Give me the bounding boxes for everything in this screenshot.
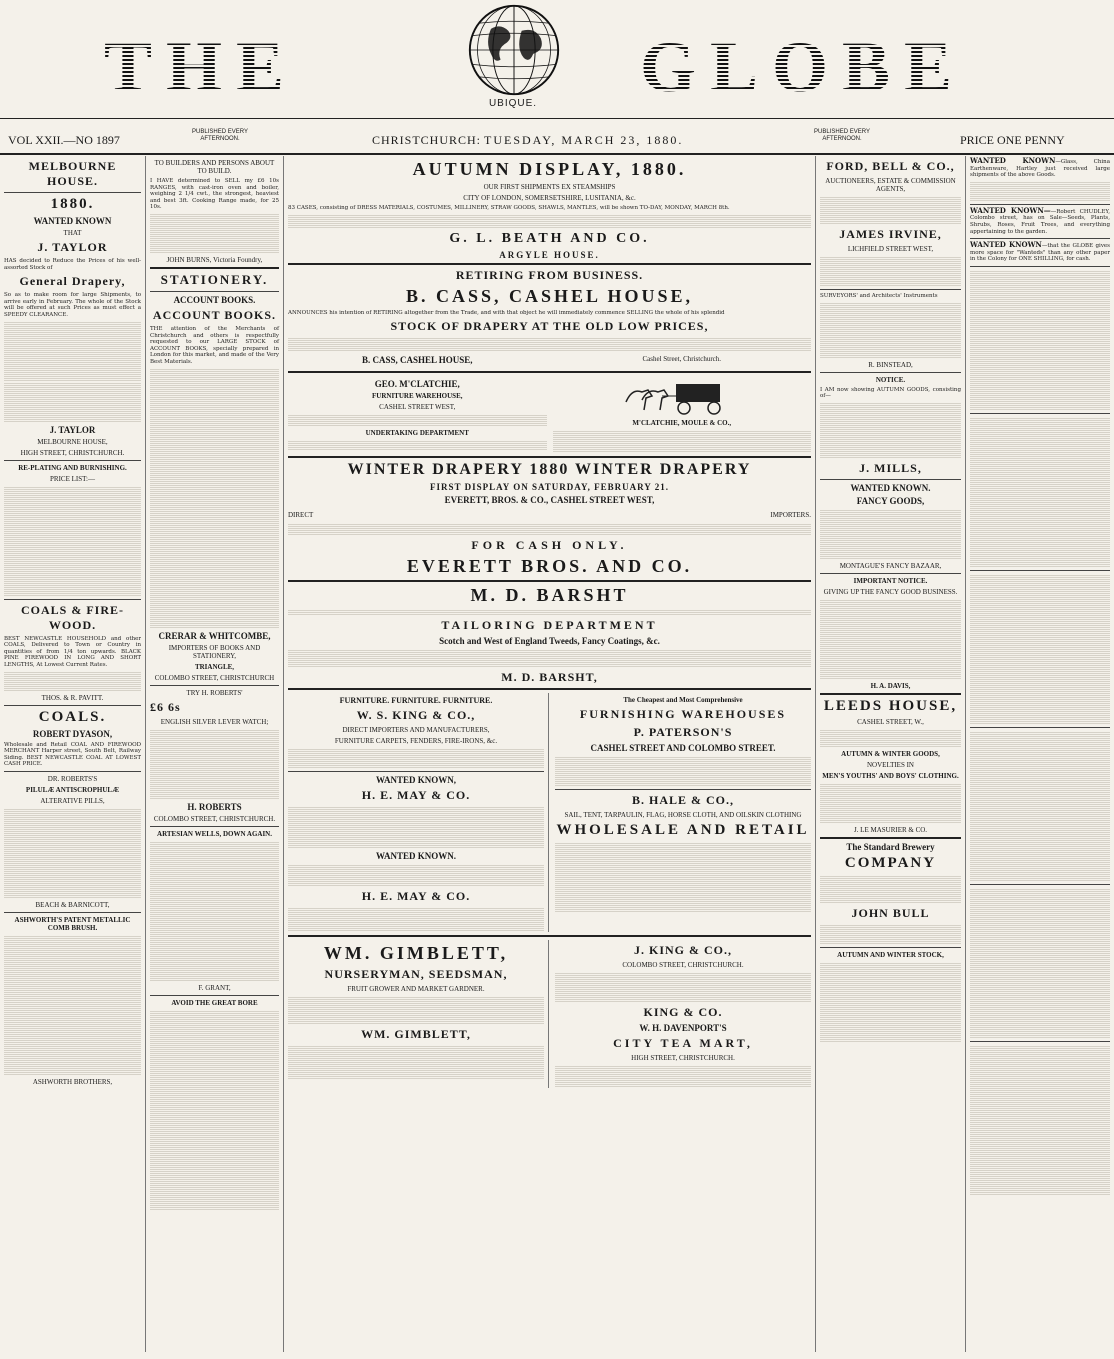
dateline-date: TUESDAY, MARCH 23, 1880. bbox=[484, 133, 684, 147]
binstead-signature: R. BINSTEAD, bbox=[868, 360, 913, 369]
body-text-block bbox=[150, 1010, 279, 1210]
wanted-known-heading: WANTED KNOWN bbox=[33, 216, 112, 226]
cass-heading: B. CASS, CASHEL HOUSE, bbox=[405, 285, 694, 306]
cass-text: ANNOUNCES his intention of RETIRING altogether from the Trade, and with that object he will immediately commence SELLING the whole of his splendid bbox=[288, 309, 725, 316]
column-5 bbox=[966, 156, 1114, 1352]
body-text-block bbox=[4, 321, 141, 381]
masthead bbox=[0, 0, 1114, 118]
rule bbox=[970, 1041, 1110, 1042]
body-text-block bbox=[820, 402, 961, 458]
taylor-text-1: HAS decided to Reduce the Prices of his well-assorted Stock of bbox=[4, 258, 141, 271]
body-text-block bbox=[555, 972, 811, 1002]
ws-king-importers: DIRECT IMPORTERS AND MANUFACTURERS, bbox=[342, 726, 490, 735]
body-text-block bbox=[820, 196, 961, 224]
irvine-address: LICHFIELD STREET WEST, bbox=[847, 245, 934, 253]
davenport-address: HIGH STREET, CHRISTCHURCH. bbox=[631, 1054, 735, 1063]
body-text-block bbox=[150, 841, 279, 981]
wanted-known-label: WANTED KNOWN bbox=[970, 156, 1056, 165]
body-text-block bbox=[555, 756, 811, 786]
gimblett-signature: WM. GIMBLETT, bbox=[361, 1027, 471, 1042]
city-tea-mart: CITY TEA MART, bbox=[613, 1036, 753, 1051]
body-text-block bbox=[820, 783, 961, 823]
builders-heading: TO BUILDERS AND PERSONS ABOUT TO BUILD. bbox=[154, 159, 275, 175]
rule bbox=[288, 688, 811, 690]
melbourne-house-heading: MELBOURNE HOUSE. bbox=[28, 159, 117, 188]
account-books-text: THE attention of the Merchants of Christchurch and others is respectfully requested to our LARGE STOCK of ACCOUNT BOOKS, specially prepared in London for this market, and made of the Very Best Materials. bbox=[150, 325, 279, 365]
publication-note-left: PUBLISHED EVERY AFTERNOON. bbox=[192, 129, 248, 142]
column-2 bbox=[146, 156, 284, 1352]
mens-clothing: MEN'S YOUTHS' AND BOYS' CLOTHING. bbox=[822, 771, 959, 780]
body-text-block bbox=[970, 731, 1110, 881]
direct-label: DIRECT bbox=[288, 511, 314, 520]
body-text-block bbox=[288, 864, 544, 886]
body-text-block bbox=[555, 1065, 811, 1087]
pilulae-heading: PILULÆ ANTISCROPHULÆ bbox=[25, 785, 120, 794]
wanted-known-fancy: WANTED KNOWN. bbox=[850, 482, 931, 493]
wanted-known-2: WANTED KNOWN. bbox=[375, 851, 456, 862]
davenport-heading: W. H. DAVENPORT'S bbox=[639, 1023, 727, 1034]
body-text-block bbox=[970, 270, 1110, 410]
retiring-heading: RETIRING FROM BUSINESS. bbox=[455, 267, 644, 282]
rule bbox=[288, 935, 811, 937]
body-text-block bbox=[820, 924, 961, 944]
body-text-block bbox=[4, 671, 141, 691]
cass-address: Cashel Street, Christchurch. bbox=[642, 355, 722, 364]
importers-label: IMPORTERS. bbox=[770, 511, 811, 520]
body-text-block bbox=[820, 729, 961, 747]
barsht-heading: M. D. BARSHT bbox=[470, 585, 629, 606]
body-text-block bbox=[150, 368, 279, 628]
mills-signature: J. MILLS, bbox=[859, 460, 922, 475]
ashworth-heading: ASHWORTH'S PATENT METALLIC COMB BRUSH. bbox=[14, 915, 131, 932]
ford-bell-heading: FORD, BELL & CO., bbox=[826, 159, 955, 173]
column-1 bbox=[0, 156, 146, 1352]
body-text-block bbox=[150, 213, 279, 253]
mcclatchie-street: CASHEL STREET WEST, bbox=[379, 403, 456, 412]
beath-heading: G. L. BEATH AND CO. bbox=[449, 230, 650, 246]
mcclatchie-heading: GEO. M'CLATCHIE, bbox=[374, 379, 460, 390]
grant-signature: F. GRANT, bbox=[198, 983, 231, 992]
j-king-address: COLOMBO STREET, CHRISTCHURCH. bbox=[622, 961, 744, 970]
tailoring-dept: TAILORING DEPARTMENT bbox=[441, 618, 658, 633]
ford-bell-desc: AUCTIONEERS, ESTATE & COMMISSION AGENTS, bbox=[825, 177, 956, 193]
winter-drapery-heading: WINTER DRAPERY 1880 WINTER DRAPERY bbox=[347, 461, 752, 479]
rule bbox=[4, 460, 141, 461]
body-text-block bbox=[288, 440, 547, 450]
rule bbox=[970, 727, 1110, 728]
rule bbox=[150, 826, 279, 827]
column-3 bbox=[284, 156, 816, 1352]
coals-heading: COALS. bbox=[38, 708, 107, 725]
body-text-block bbox=[288, 414, 547, 426]
crerar-importers: IMPORTERS OF BOOKS AND STATIONERY, bbox=[168, 643, 261, 660]
for-cash-only: FOR CASH ONLY. bbox=[471, 538, 628, 553]
argyle-house: ARGYLE HOUSE. bbox=[499, 249, 600, 260]
gimblett-heading: WM. GIMBLETT, bbox=[323, 943, 509, 964]
wanted-ad-2-text: —Robert CHUDLEY, Colombo street, has on Sale—Seeds, Plants, Shrubs, Roses, Fruit Trees, and everything appertaining to the garden. bbox=[970, 208, 1110, 235]
price-list-label: PRICE LIST:— bbox=[50, 474, 95, 483]
body-text-block bbox=[288, 1045, 544, 1079]
body-text-block bbox=[288, 748, 544, 768]
taylor-signature-2: MELBOURNE HOUSE, bbox=[37, 437, 108, 446]
furnishing-warehouses: FURNISHING WAREHOUSES bbox=[579, 707, 787, 722]
body-text-block bbox=[820, 599, 961, 679]
body-text-block bbox=[970, 181, 1110, 201]
watch-price: £6 6s bbox=[150, 699, 181, 714]
coals-text: BEST NEWCASTLE HOUSEHOLD and other COALS, Delivered to Town or Country in quantities of from 1/4 ton upwards. BLACK PINE FIREWOOD IN LONG AND SHORT LENGTHS, At Lowest Current Rates. bbox=[4, 635, 141, 668]
body-text-block bbox=[4, 935, 141, 1075]
account-books-heading-2: ACCOUNT BOOKS. bbox=[152, 307, 277, 322]
hale-sail: SAIL, TENT, TARPAULIN, FLAG, HORSE CLOTH, AND OILSKIN CLOTHING bbox=[564, 811, 802, 820]
that-label: THAT bbox=[63, 229, 82, 237]
company-heading: COMPANY bbox=[844, 854, 937, 871]
coals-firewood-heading: COALS & FIRE-WOOD. bbox=[20, 602, 124, 632]
rule bbox=[820, 837, 961, 839]
montague-signature: MONTAGUE'S FANCY BAZAAR, bbox=[839, 561, 942, 570]
cass-stock: STOCK OF DRAPERY AT THE OLD LOW PRICES, bbox=[390, 319, 709, 334]
fancy-goods: FANCY GOODS, bbox=[856, 495, 925, 506]
undertaking-dept: UNDERTAKING DEPARTMENT bbox=[365, 429, 469, 438]
body-text-block bbox=[820, 256, 961, 286]
rule bbox=[150, 267, 279, 269]
first-display: FIRST DISPLAY ON SATURDAY, FEBRUARY 21. bbox=[430, 482, 669, 493]
autumn-goods-text: I AM now showing AUTUMN GOODS, consisting of— bbox=[820, 386, 961, 400]
j-king-heading: J. KING & CO., bbox=[634, 943, 732, 958]
furniture-heading: FURNITURE. FURNITURE. FURNITURE. bbox=[339, 696, 493, 706]
bottom-section bbox=[288, 940, 811, 1088]
notice-heading: NOTICE. bbox=[875, 375, 906, 384]
rule bbox=[820, 693, 961, 695]
beach-barnicott: BEACH & BARNICOTT, bbox=[35, 900, 110, 909]
paterson-heading: P. PATERSON'S bbox=[633, 725, 733, 740]
autumn-winter-stock: AUTUMN AND WINTER STOCK, bbox=[837, 950, 944, 959]
rule bbox=[970, 413, 1110, 414]
price: PRICE ONE PENNY bbox=[960, 133, 1065, 147]
pavitt-signature: THOS. & R. PAVITT. bbox=[41, 693, 104, 702]
rule bbox=[970, 884, 1110, 885]
publication-note-right: PUBLISHED EVERY AFTERNOON. bbox=[814, 129, 870, 142]
rule bbox=[820, 479, 961, 480]
john-bull: JOHN BULL bbox=[851, 905, 930, 920]
body-text-block bbox=[150, 729, 279, 799]
taylor-signature: J. TAYLOR bbox=[49, 424, 96, 435]
wanted-ad-1 bbox=[970, 158, 1110, 179]
masthead-title-left: THE bbox=[104, 27, 299, 107]
volume-number: VOL XXII.—NO 1897 bbox=[8, 133, 120, 147]
autumn-display-heading: AUTUMN DISPLAY, 1880. bbox=[412, 159, 687, 179]
body-text-block bbox=[553, 430, 812, 452]
rule bbox=[820, 289, 961, 290]
body-text-block bbox=[820, 962, 961, 1042]
rule bbox=[150, 995, 279, 996]
rule bbox=[4, 599, 141, 600]
le-masurier-signature: J. LE MASURIER & CO. bbox=[853, 825, 928, 834]
rule bbox=[150, 291, 279, 292]
hearse-carriage-icon bbox=[622, 378, 742, 416]
novelties-in: NOVELTIES IN bbox=[867, 760, 914, 769]
body-text-block bbox=[4, 486, 141, 596]
important-notice: IMPORTANT NOTICE. bbox=[853, 576, 928, 585]
rule bbox=[288, 263, 811, 265]
davis-signature: H. A. DAVIS, bbox=[870, 681, 911, 690]
body-text-block bbox=[970, 574, 1110, 724]
account-books-heading: ACCOUNT BOOKS. bbox=[173, 294, 256, 305]
wanted-ad-3-text: —that the GLOBE gives more space for "Wanteds" than any other paper in the Colony for ONE SHILLING, for cash. bbox=[970, 243, 1110, 263]
stationery-heading: STATIONERY. bbox=[160, 271, 269, 287]
direct-importers bbox=[288, 508, 811, 522]
h-roberts-address: COLOMBO STREET, CHRISTCHURCH. bbox=[153, 814, 276, 823]
cheapest-heading: The Cheapest and Most Comprehensive bbox=[623, 696, 743, 705]
body-text-block bbox=[970, 1045, 1110, 1195]
rule bbox=[288, 771, 544, 772]
body-text-block bbox=[970, 888, 1110, 1038]
body-text-block bbox=[820, 509, 961, 559]
rule bbox=[970, 238, 1110, 239]
burns-signature: JOHN BURNS, Victoria Foundry, bbox=[166, 255, 263, 264]
rule bbox=[4, 705, 141, 706]
lower-section bbox=[288, 693, 811, 932]
may-heading: H. E. MAY & CO. bbox=[361, 788, 471, 803]
wanted-ad-3 bbox=[970, 242, 1110, 263]
mcclatchie-moule: M'CLATCHIE, MOULE & CO., bbox=[632, 419, 732, 428]
body-text-block bbox=[555, 842, 811, 912]
rule bbox=[820, 573, 961, 574]
body-text-block bbox=[970, 417, 1110, 567]
rule bbox=[288, 371, 811, 373]
furniture-warehouse: FURNITURE WAREHOUSE, bbox=[372, 392, 463, 401]
fruit-grower: FRUIT GROWER AND MARKET GARDNER. bbox=[347, 985, 485, 994]
artesian-wells-heading: ARTESIAN WELLS, DOWN AGAIN. bbox=[157, 829, 272, 838]
masthead-title-right: GLOBE bbox=[640, 27, 967, 107]
ws-king-goods: FURNITURE CARPETS, FENDERS, FIRE-IRONS, &c. bbox=[334, 737, 498, 746]
giving-up: GIVING UP THE FANCY GOOD BUSINESS. bbox=[823, 587, 958, 596]
body-text-block bbox=[288, 337, 811, 351]
roberts-try: TRY H. ROBERTS' bbox=[186, 688, 243, 697]
rule bbox=[150, 685, 279, 686]
irvine-heading: JAMES IRVINE, bbox=[839, 227, 942, 241]
rule bbox=[4, 771, 141, 772]
wanted-known-label: WANTED KNOWN bbox=[970, 240, 1042, 250]
crerar-address: COLOMBO STREET, CHRISTCHURCH bbox=[154, 673, 275, 682]
watch-desc: ENGLISH SILVER LEVER WATCH; bbox=[160, 717, 269, 726]
autumn-subheading: OUR FIRST SHIPMENTS EX STEAMSHIPS bbox=[483, 183, 616, 191]
barsht-signature: M. D. BARSHT, bbox=[501, 670, 598, 685]
mcclatchie-block bbox=[288, 376, 811, 453]
dr-roberts-heading: DR. ROBERTS'S bbox=[47, 774, 98, 783]
rule bbox=[288, 580, 811, 582]
wanted-known-label: WANTED KNOWN— bbox=[970, 205, 1051, 215]
rule bbox=[970, 204, 1110, 205]
rule bbox=[4, 192, 141, 193]
crerar-triangle: TRIANGLE, bbox=[194, 662, 235, 671]
body-text-block bbox=[288, 214, 811, 228]
globe-icon bbox=[466, 2, 562, 98]
taylor-name: J. TAYLOR bbox=[37, 240, 108, 254]
rule bbox=[288, 456, 811, 458]
cass-signature: B. CASS, CASHEL HOUSE, bbox=[361, 355, 473, 366]
everett-bros: EVERETT BROS. AND CO. bbox=[406, 556, 693, 577]
body-text-block bbox=[4, 382, 141, 422]
masthead-motto: UBIQUE. bbox=[488, 98, 538, 109]
great-bore-heading: AVOID THE GREAT BORE bbox=[171, 998, 258, 1007]
ranges-text: I HAVE determined to SELL my £6 10s RANGES, with cast-iron oven and boiler, weighing 2 1/4 cwt., the strongest, heaviest and best 3ft. Cooking Range made, for 25 10s. bbox=[150, 178, 279, 211]
h-roberts-heading: H. ROBERTS bbox=[187, 801, 242, 812]
column-4 bbox=[816, 156, 966, 1352]
king-co: KING & CO. bbox=[643, 1005, 723, 1020]
ashworth-signature: ASHWORTH BROTHERS, bbox=[32, 1077, 113, 1086]
paterson-address: CASHEL STREET AND COLOMBO STREET. bbox=[590, 743, 776, 754]
replating-heading: RE-PLATING AND BURNISHING. bbox=[18, 463, 127, 472]
hale-heading: B. HALE & CO., bbox=[631, 793, 734, 808]
surveyors-text: SURVEYORS' and Architects' Instruments bbox=[820, 293, 938, 299]
body-text-block bbox=[4, 808, 141, 898]
rule bbox=[4, 912, 141, 913]
everett-address: EVERETT, BROS. & CO., CASHEL STREET WEST, bbox=[444, 495, 655, 506]
may-heading-2: H. E. MAY & CO. bbox=[361, 889, 471, 904]
ws-king-heading: W. S. KING & CO., bbox=[356, 708, 476, 723]
body-text-block bbox=[288, 649, 811, 667]
wanted-ad-1-text: —Glass, China Earthenware, Hartley just received large shipments of the above Goods. bbox=[970, 159, 1111, 179]
leeds-address: CASHEL STREET, W., bbox=[857, 717, 924, 726]
body-text-block bbox=[288, 523, 811, 535]
rule bbox=[820, 372, 961, 373]
rule bbox=[970, 570, 1110, 571]
cass-footer bbox=[288, 352, 811, 368]
general-drapery-heading: General Drapery, bbox=[19, 274, 126, 289]
wholesale-retail: WHOLESALE AND RETAIL bbox=[556, 822, 810, 839]
tweeds: Scotch and West of England Tweeds, Fancy Coatings, &c. bbox=[439, 636, 660, 647]
taylor-signature-3: HIGH STREET, CHRISTCHURCH. bbox=[20, 448, 125, 457]
standard-brewery: The Standard Brewery bbox=[846, 841, 935, 852]
wanted-known-may: WANTED KNOWN, bbox=[375, 775, 456, 786]
taylor-text-2: So as to make room for large Shipments, to arrive early in February. The whole of the Stock will be offered at such Prices as must effect a SPEEDY CLEARANCE. bbox=[4, 292, 141, 318]
body-text-block bbox=[288, 907, 544, 931]
dyason-name: ROBERT DYASON, bbox=[32, 728, 113, 739]
rule bbox=[820, 947, 961, 948]
leeds-house-heading: LEEDS HOUSE, bbox=[823, 697, 958, 714]
dyason-text: Wholesale and Retail COAL AND FIREWOOD MERCHANT Harper street, South Belt, Railway Siding. BEST NEWCASTLE COAL AT LOWEST CASH PRICE. bbox=[4, 741, 141, 768]
year-heading: 1880. bbox=[50, 196, 95, 212]
body-text-block bbox=[288, 806, 544, 848]
rule bbox=[555, 789, 811, 790]
body-text-block bbox=[820, 302, 961, 358]
alterative-pills: ALTERATIVE PILLS, bbox=[40, 796, 105, 805]
dateline-place: CHRISTCHURCH: bbox=[372, 133, 482, 147]
body-text-block bbox=[820, 875, 961, 903]
autumn-winter-goods: AUTUMN & WINTER GOODS, bbox=[841, 749, 940, 758]
nurseryman: NURSERYMAN, SEEDSMAN, bbox=[324, 967, 508, 982]
dateline bbox=[0, 118, 1114, 155]
wanted-ad-2 bbox=[970, 205, 1110, 235]
body-text-block bbox=[288, 996, 544, 1024]
autumn-ships: CITY OF LONDON, SOMERSETSHIRE, LUSITANIA, &c. bbox=[463, 194, 636, 202]
autumn-text: 83 CASES, consisting of DRESS MATERIALS, COSTUMES, MILLINERY, STRAW GOODS, SHAWLS, MANTLES, will be shown TO-DAY, MONDAY, MARCH 8th. bbox=[288, 205, 730, 211]
body-text-block bbox=[288, 609, 811, 615]
rule bbox=[970, 266, 1110, 267]
crerar-whitcombe-heading: CRERAR & WHITCOMBE, bbox=[158, 630, 271, 641]
